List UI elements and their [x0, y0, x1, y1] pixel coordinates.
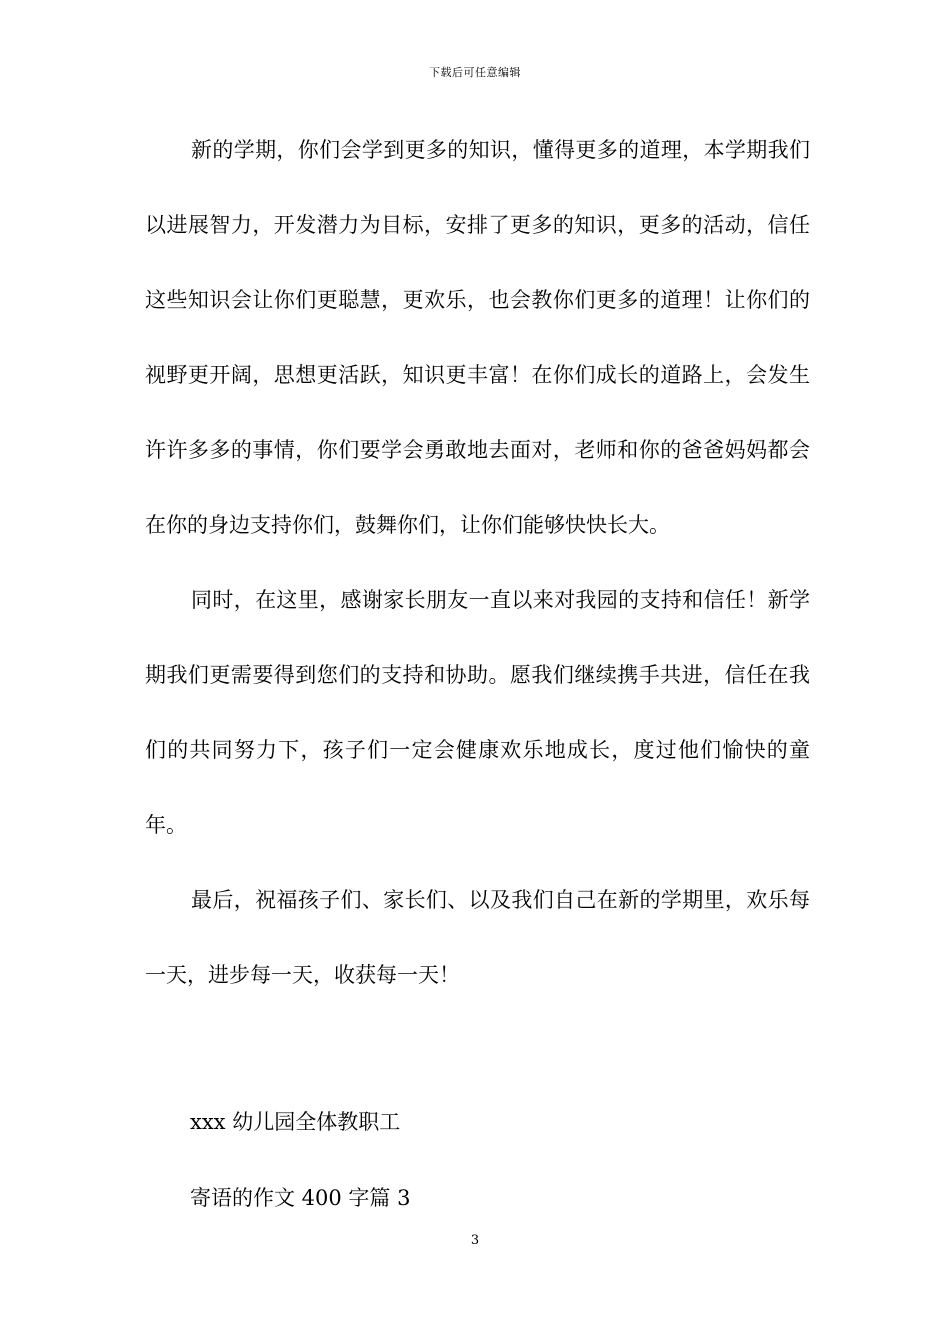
paragraph-new-semester: 新的学期，你们会学到更多的知识，懂得更多的道理，本学期我们以进展智力，开发潜力为目标，安排了更多的知识，更多的活动，信任这些知识会让你们更聪慧，更欢乐，也会教你们更多的道理！让你们的视野更开阔，思想更活跃，知识更丰富！在你们成长的道路上，会发生许许多多的事情，你们要学会勇敢地去面对，老师和你的爸爸妈妈都会在你的身边支持你们，鼓舞你们，让你们能够快快长大。: [145, 138, 810, 537]
signature: xxx 幼儿园全体教职工: [190, 1110, 401, 1134]
paragraph-thanks-parents: 同时，在这里，感谢家长朋友一直以来对我园的支持和信任！新学期我们更需要得到您们的支持和协助。愿我们继续携手共进，信任在我们的共同努力下，孩子们一定会健康欢乐地成长，度过他们愉快的童年。: [145, 588, 810, 837]
body-text: [145, 113, 810, 1013]
page-number: 3: [470, 1233, 480, 1248]
next-section-title: 寄语的作文 400 字篇 3: [190, 1186, 411, 1210]
paragraph-blessing: 最后，祝福孩子们、家长们、以及我们自己在新的学期里，欢乐每一天，进步每一天，收获每一天！: [145, 888, 810, 987]
page-header: 下载后可任意编辑: [429, 66, 521, 79]
